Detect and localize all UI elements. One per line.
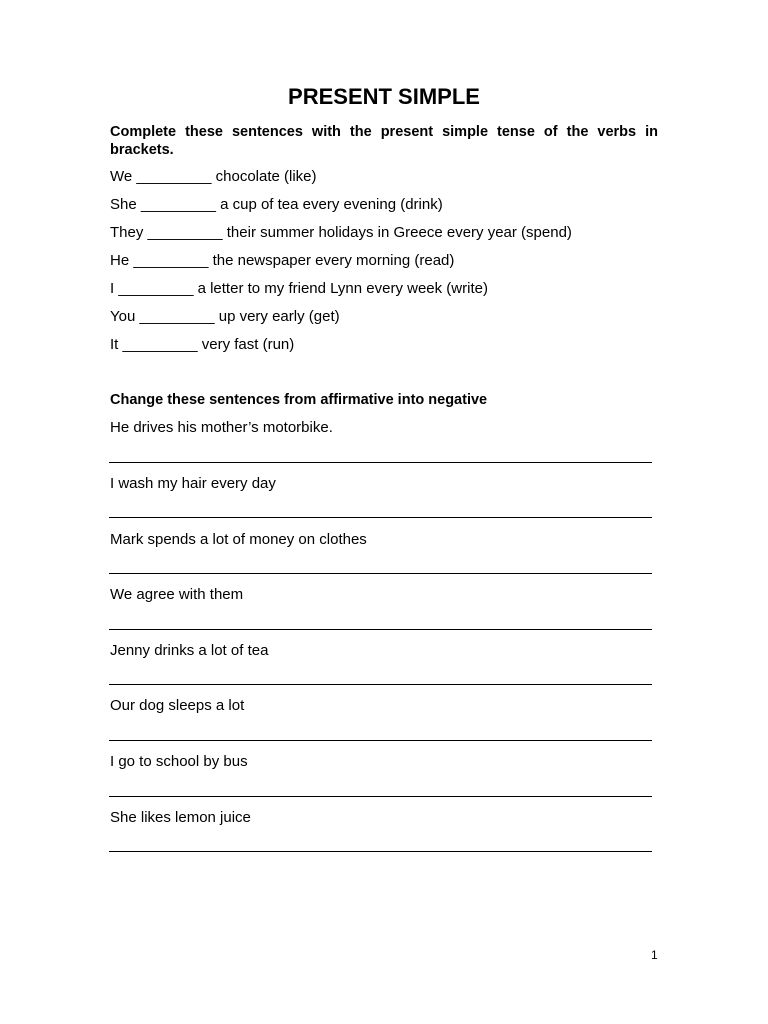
answer-line-1	[109, 462, 652, 463]
affirmative-sentence-7: I go to school by bus	[110, 753, 248, 770]
answer-line-5	[109, 684, 652, 685]
page-title: PRESENT SIMPLE	[288, 84, 480, 109]
affirmative-sentence-4: We agree with them	[110, 586, 244, 603]
fill-in-sentence-6: You _________ up very early (get)	[110, 308, 340, 325]
affirmative-sentence-1: He drives his mother’s motorbike.	[110, 419, 333, 436]
fill-in-sentence-5: I _________ a letter to my friend Lynn every week (write)	[110, 280, 488, 297]
affirmative-sentence-5: Jenny drinks a lot of tea	[110, 642, 269, 659]
affirmative-sentence-2: I wash my hair every day	[110, 475, 276, 492]
answer-line-3	[109, 573, 652, 574]
answer-line-8	[109, 851, 652, 852]
answer-line-2	[109, 517, 652, 518]
affirmative-sentence-6: Our dog sleeps a lot	[110, 697, 245, 714]
section2-instruction: Change these sentences from affirmative into negative	[110, 392, 488, 408]
answer-line-4	[109, 629, 652, 630]
page-number: 1	[651, 948, 658, 962]
fill-in-sentence-1: We _________ chocolate (like)	[110, 168, 317, 185]
answer-line-7	[109, 796, 652, 797]
affirmative-sentence-3: Mark spends a lot of money on clothes	[110, 531, 367, 548]
fill-in-sentence-3: They _________ their summer holidays in Greece every year (spend)	[110, 224, 572, 241]
fill-in-sentence-7: It _________ very fast (run)	[110, 336, 295, 353]
affirmative-sentence-8: She likes lemon juice	[110, 809, 251, 826]
fill-in-sentence-4: He _________ the newspaper every morning (read)	[110, 252, 455, 269]
answer-line-6	[109, 740, 652, 741]
section1-instruction: Complete these sentences with the present simple tense of the verbs in brackets.	[110, 124, 658, 158]
fill-in-sentence-2: She _________ a cup of tea every evening (drink)	[110, 196, 443, 213]
